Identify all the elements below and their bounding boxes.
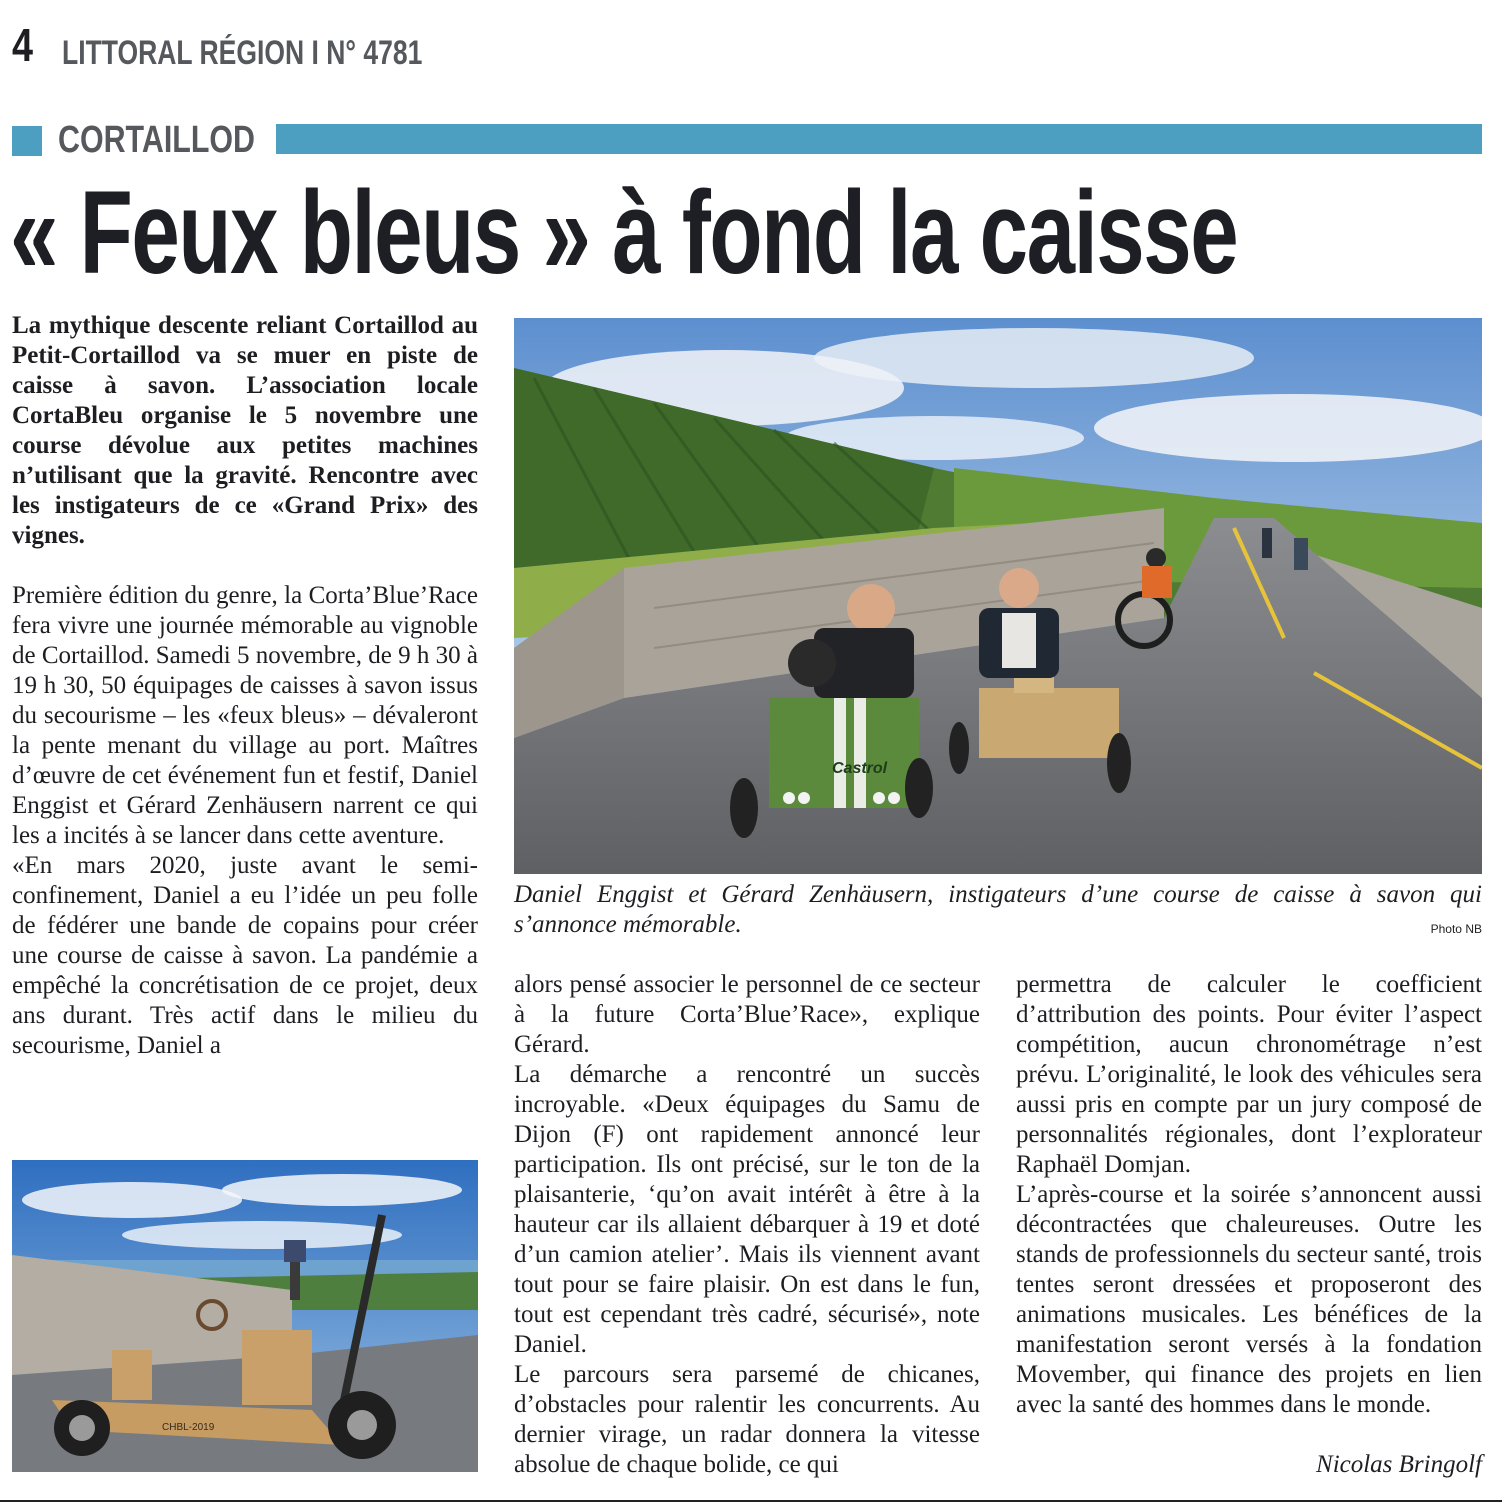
body-paragraph: alors pensé associer le personnel de ce secteur à la future Corta’Blue’Race», explique Gérard. [514,971,980,1058]
body-paragraph: La démarche a rencontré un succès incroyable. «Deux équipages du Samu de Dijon (F) ont rapidement annoncé leur participation. Ils ont précisé, sur le ton de la plaisanterie, ‘qu’on avait intérêt à être à la hauteur car ils allaient débarquer à 19 et doté d’un camion atelier’. Mais ils viennent avant tout pour se faire plaisir. On est dans le fun, tout est cependant très cadré, sécurisé», note Daniel. [514,1061,980,1358]
body-paragraph: «En mars 2020, juste avant le semi-confinement, Daniel a eu l’idée un peu folle de fédérer une bande de copains pour créer une course de caisse à savon. La pandémie a empêché la concrétisation de ce projet, deux ans durant. Très actif dans le milieu du secourisme, Daniel a [12,852,478,1059]
headline: « Feux bleus » à fond la caisse [10,167,1238,299]
lead-paragraph [12,311,478,551]
body-paragraph: permettra de calculer le coefficient d’attribution des points. Pour éviter l’aspect compétition, aucun chronométrage n’est prévu. L’originalité, le look des véhicules sera aussi pris en compte par un jury composé de personnalités régionales, dont l’explorateur Raphaël Domjan. [1016,971,1482,1178]
soapbox-kart-photo [12,1160,478,1472]
rubric-marker [12,126,42,156]
secondary-photo [12,1160,478,1472]
bottom-rule [0,1500,1502,1502]
vineyard-race-photo [514,318,1482,874]
body-paragraph: L’après-course et la soirée s’annoncent aussi décontractées que chaleureuses. Outre les stands de professionnels du secteur santé, trois tentes seront dressées et proposeront des animations musicales. Les bénéfices de la manifestation seront versés à la fondation Movember, qui finance des projets en lien avec la santé des hommes dans le monde. [1016,1181,1482,1418]
photo-credit: Photo NB [1430,922,1482,936]
rubric-label: CORTAILLOD [58,119,256,161]
body-paragraph: Le parcours sera parsemé de chicanes, d’obstacles pour ralentir les concurrents. Au dernier virage, un radar donnera la vitesse absolue de chaque bolide, ce qui [514,1361,980,1478]
kart-logo-text: Castrol [832,760,888,777]
page-number: 4 [12,19,33,71]
body-paragraph: Première édition du genre, la Corta’Blue’Race fera vivre une journée mémorable au vignoble de Cortaillod. Samedi 5 novembre, de 9 h 30 à 19 h 30, 50 équipages de caisses à savon issus du secourisme – les «feux bleus» – dévaleront la pente menant du village au port. Maîtres d’œuvre de cet événement fun et festif, Daniel Enggist et Gérard Zenhäusern narrent ce qui les a incités à se lancer dans cette aventure. [12,582,478,849]
rubric-bar [276,124,1482,154]
article-column-3 [1016,970,1482,1420]
article-column-2 [514,970,980,1480]
main-photo [514,318,1482,874]
article-column-1 [12,581,478,1061]
kart-plate-text: CHBL-2019 [162,1422,215,1433]
lead-text: La mythique descente reliant Cortaillod au Petit-Cortaillod va se muer en piste de caisse à savon. L’association locale CortaBleu organise le 5 novembre une course dévolue aux petites machines n’utilisant que la gravité. Rencontre avec les instigateurs de ce «Grand Prix» des vignes. [12,312,478,549]
publication-header: LITTORAL RÉGION I N° 4781 [62,34,423,72]
author-byline: Nicolas Bringolf [1316,1451,1482,1478]
photo-caption: Daniel Enggist et Gérard Zenhäusern, instigateurs d’une course de caisse à savon qui s’annonce mémorable. [514,881,1482,938]
